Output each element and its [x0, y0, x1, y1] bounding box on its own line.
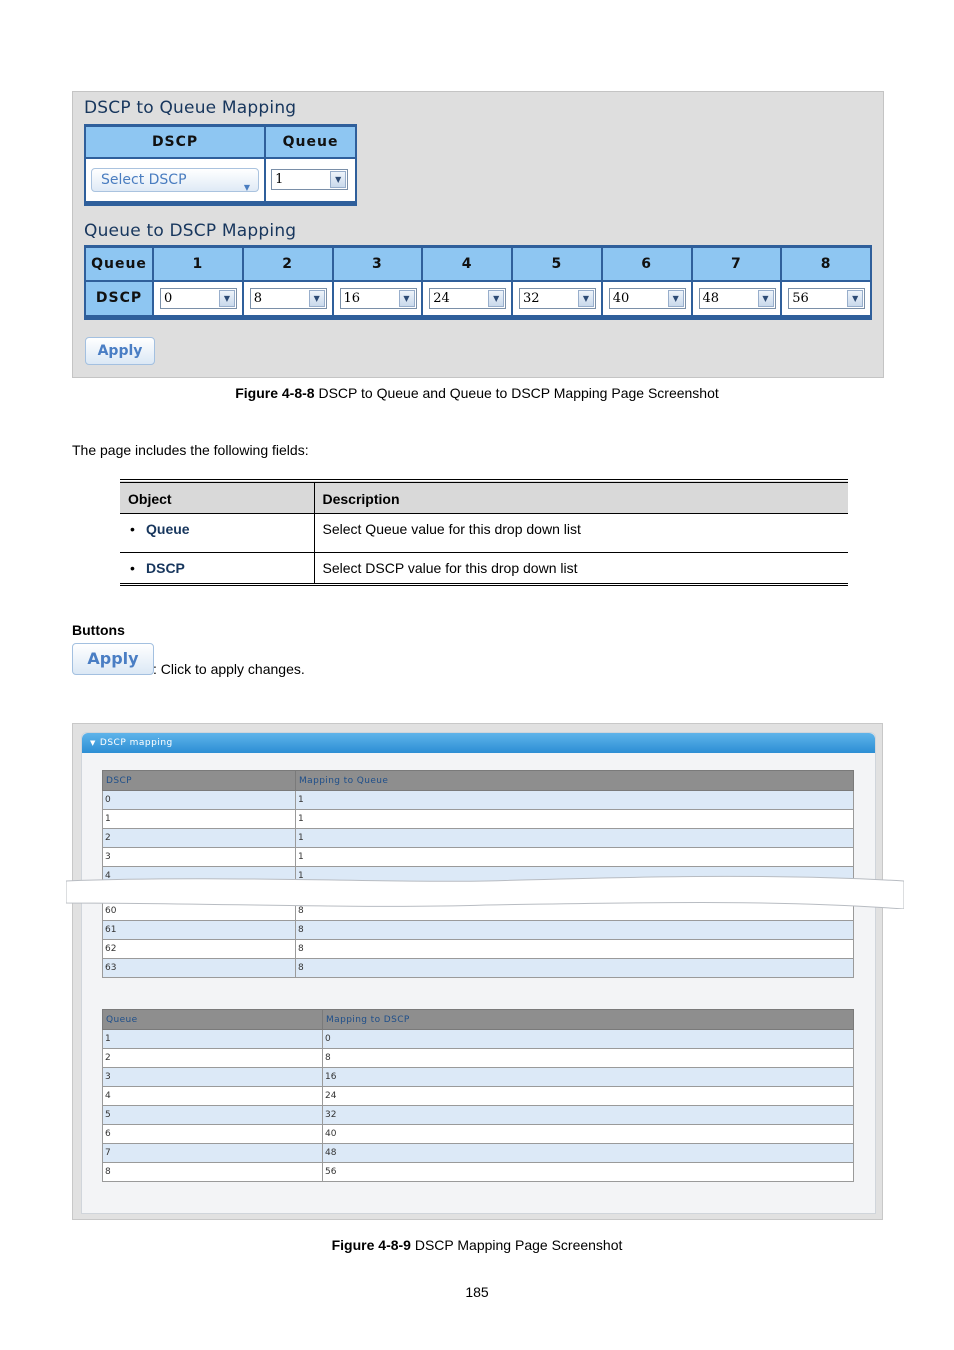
queue-column-2: 2 — [243, 247, 333, 281]
chevron-down-icon: ▼ — [668, 290, 684, 307]
row-mapping: 8 — [296, 921, 854, 940]
row-mapping: 48 — [323, 1144, 854, 1163]
dscp-dropdown-8[interactable] — [788, 288, 865, 309]
panel-title: DSCP mapping — [99, 738, 173, 748]
row-mapping: 8 — [296, 940, 854, 959]
row-key: 2 — [103, 829, 296, 848]
dscp-dropdown-5[interactable] — [519, 288, 596, 309]
table-row — [103, 810, 854, 829]
table-row — [120, 514, 848, 553]
row-key: 1 — [103, 1030, 323, 1049]
queue-to-dscp-table — [84, 245, 872, 320]
dscp-select-cell — [602, 281, 692, 318]
chevron-down-icon: ▼ — [330, 171, 346, 188]
table-row — [103, 921, 854, 940]
row-header-queue: Queue — [85, 247, 153, 281]
figure1-caption-number: Figure 4-8-8 — [235, 385, 315, 401]
chevron-down-icon: ▼ — [399, 290, 415, 307]
dscp-dropdown-2[interactable] — [250, 288, 327, 309]
field-description: Select DSCP value for this drop down list — [314, 553, 848, 585]
dscp-mapping-panel — [81, 732, 876, 1214]
figure1-caption — [0, 385, 954, 401]
dscp-dropdown-value: 16 — [343, 290, 361, 306]
table-row — [103, 1106, 854, 1125]
table-row — [103, 848, 854, 867]
table-row — [103, 829, 854, 848]
row-key: 3 — [103, 1068, 323, 1087]
figure-dscp-queue-screenshot — [72, 91, 884, 378]
row-key: 2 — [103, 1049, 323, 1068]
table-row — [103, 959, 854, 978]
apply-description: : Click to apply changes. — [153, 661, 305, 677]
row-mapping: 16 — [323, 1068, 854, 1087]
row-mapping: 1 — [296, 867, 854, 886]
figure-dscp-mapping-screenshot — [72, 723, 883, 1220]
chevron-down-icon: ▼ — [758, 290, 774, 307]
bullet-icon: • — [130, 521, 135, 537]
chevron-down-icon: ▼ — [219, 290, 235, 307]
page-number: 185 — [465, 1284, 489, 1300]
fields-header-description: Description — [314, 481, 848, 514]
dscp-select-cell — [512, 281, 602, 318]
table-row — [103, 1030, 854, 1049]
dscp-dropdown-1[interactable] — [160, 288, 237, 309]
field-object: Queue — [146, 521, 190, 537]
queue-select-cell — [265, 158, 356, 204]
collapse-triangle-icon: ▼ — [90, 739, 96, 747]
queue-column-6: 6 — [602, 247, 692, 281]
table-row — [103, 1144, 854, 1163]
dscp-select-cell — [422, 281, 512, 318]
fields-header-object: Object — [120, 481, 314, 514]
table-row — [103, 940, 854, 959]
row-key: 61 — [103, 921, 296, 940]
row-mapping: 8 — [296, 959, 854, 978]
row-key: 4 — [103, 867, 296, 886]
fields-table — [120, 479, 848, 586]
queue-column-8: 8 — [781, 247, 871, 281]
dscp-select-cell — [692, 281, 782, 318]
dscp-dropdown-6[interactable] — [609, 288, 686, 309]
queue-mapping-table — [102, 1009, 854, 1182]
header-mapping-to-queue: Mapping to Queue — [296, 771, 854, 791]
panel-header[interactable] — [82, 733, 875, 753]
row-mapping: 8 — [323, 1049, 854, 1068]
field-description: Select Queue value for this drop down list — [314, 514, 848, 553]
row-key: 8 — [103, 1163, 323, 1182]
table-row — [103, 1125, 854, 1144]
intro-text: The page includes the following fields: — [72, 442, 309, 458]
dscp-select-cell — [85, 158, 265, 204]
dscp-select-cell — [781, 281, 871, 318]
dscp-dropdown-value: 24 — [433, 290, 450, 306]
chevron-down-icon: ▼ — [847, 290, 863, 307]
dscp-dropdown-value: 0 — [164, 290, 173, 306]
row-key: 1 — [103, 810, 296, 829]
row-mapping: 0 — [323, 1030, 854, 1049]
row-mapping: 8 — [296, 902, 854, 921]
row-mapping: 24 — [323, 1087, 854, 1106]
row-mapping: 1 — [296, 791, 854, 810]
table-row — [103, 1049, 854, 1068]
row-key: 60 — [103, 902, 296, 921]
queue-dropdown-value: 1 — [275, 172, 284, 188]
dropdown-arrow-icon: ▼ — [243, 182, 250, 192]
figure1-caption-text: DSCP to Queue and Queue to DSCP Mapping Page Screenshot — [314, 385, 719, 401]
chevron-down-icon: ▼ — [309, 290, 325, 307]
figure2-caption-number: Figure 4-8-9 — [331, 1237, 411, 1253]
table-row — [103, 1068, 854, 1087]
dscp-select-cell — [153, 281, 243, 318]
row-key: 3 — [103, 848, 296, 867]
table-row — [103, 1087, 854, 1106]
select-dscp-label: Select DSCP — [101, 171, 187, 188]
select-dscp-dropdown[interactable] — [91, 168, 259, 192]
apply-button[interactable]: Apply — [85, 337, 155, 365]
dscp-select-cell — [333, 281, 423, 318]
queue-column-3: 3 — [333, 247, 423, 281]
field-object: DSCP — [146, 560, 185, 576]
row-mapping: 56 — [323, 1163, 854, 1182]
torn-page-break — [66, 873, 904, 909]
queue-column-5: 5 — [512, 247, 602, 281]
buttons-heading: Buttons — [72, 622, 125, 638]
dscp-dropdown-value: 48 — [702, 290, 720, 306]
table-row — [103, 1163, 854, 1182]
dscp-dropdown-value: 56 — [792, 290, 809, 306]
figure2-caption — [0, 1237, 954, 1253]
row-header-dscp: DSCP — [85, 281, 153, 318]
row-key: 0 — [103, 791, 296, 810]
queue-column-7: 7 — [692, 247, 782, 281]
figure2-caption-text: DSCP Mapping Page Screenshot — [410, 1237, 623, 1253]
row-key: 5 — [103, 1106, 323, 1125]
header-dscp: DSCP — [85, 126, 265, 158]
row-mapping: 32 — [323, 1106, 854, 1125]
row-mapping: 40 — [323, 1125, 854, 1144]
row-key: 63 — [103, 959, 296, 978]
dscp-dropdown-value: 32 — [523, 290, 540, 306]
table-row — [103, 791, 854, 810]
row-key: 4 — [103, 1087, 323, 1106]
queue-to-dscp-title: Queue to DSCP Mapping — [84, 221, 297, 241]
header-queue: Queue — [103, 1010, 323, 1030]
apply-button-sample[interactable]: Apply — [72, 643, 154, 675]
header-dscp: DSCP — [103, 771, 296, 791]
header-mapping-to-dscp: Mapping to DSCP — [323, 1010, 854, 1030]
dscp-dropdown-4[interactable] — [429, 288, 506, 309]
row-key: 62 — [103, 940, 296, 959]
row-mapping: 1 — [296, 848, 854, 867]
queue-column-1: 1 — [153, 247, 243, 281]
row-key: 6 — [103, 1125, 323, 1144]
field-object-cell — [120, 514, 314, 553]
row-mapping: 1 — [296, 829, 854, 848]
bullet-icon: • — [130, 560, 135, 576]
queue-dropdown[interactable] — [271, 169, 348, 190]
dscp-dropdown-value: 40 — [612, 290, 630, 306]
dscp-to-queue-table — [84, 124, 357, 206]
dscp-select-cell — [243, 281, 333, 318]
chevron-down-icon: ▼ — [488, 290, 504, 307]
dscp-dropdown-3[interactable] — [340, 288, 417, 309]
row-key: 7 — [103, 1144, 323, 1163]
chevron-down-icon: ▼ — [578, 290, 594, 307]
queue-column-4: 4 — [422, 247, 512, 281]
table-row — [120, 553, 848, 585]
dscp-dropdown-value: 8 — [253, 290, 263, 306]
header-queue: Queue — [265, 126, 356, 158]
field-object-cell — [120, 553, 314, 585]
dscp-to-queue-title: DSCP to Queue Mapping — [84, 98, 297, 118]
row-mapping: 1 — [296, 810, 854, 829]
dscp-dropdown-7[interactable] — [699, 288, 776, 309]
